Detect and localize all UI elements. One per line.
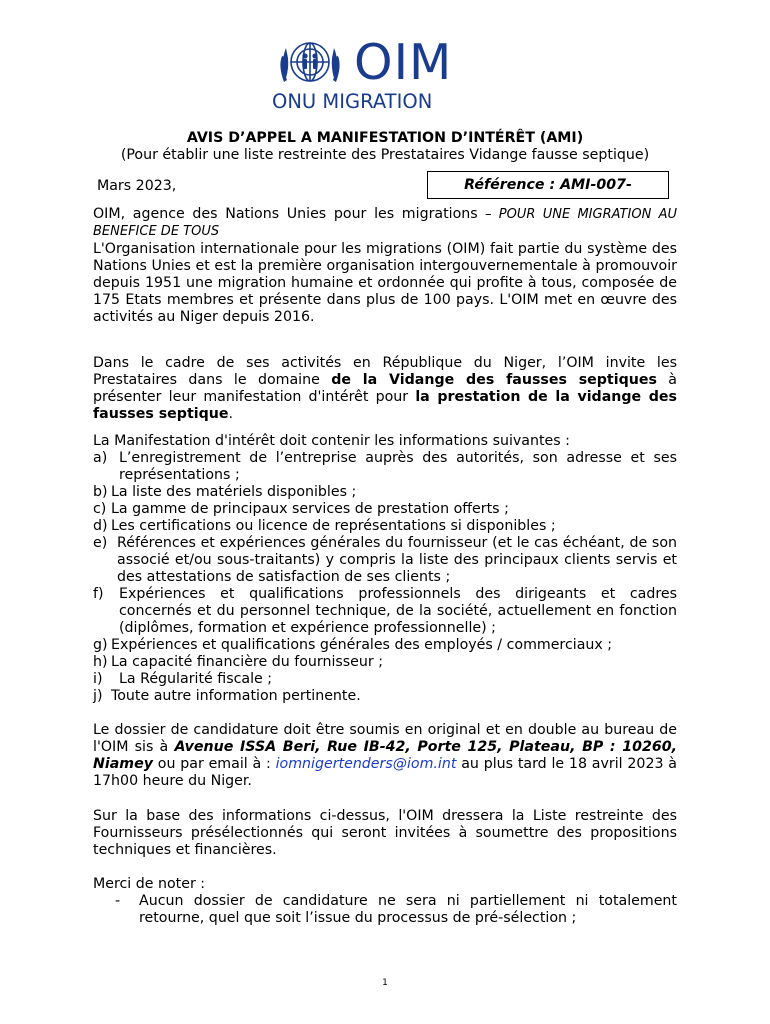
list-item-key: h) xyxy=(93,654,108,670)
un-globe-emblem-icon xyxy=(272,38,348,88)
paragraph-invitation xyxy=(93,355,677,423)
list-item-text: La capacité financière du fournisseur ; xyxy=(111,654,384,670)
invitation-service: la prestation de la vidange des fausses septique xyxy=(93,389,677,422)
note-item xyxy=(93,893,677,927)
note-bullet: - xyxy=(115,893,121,909)
list-item-text: La Régularité fiscale ; xyxy=(119,671,273,687)
list-item-text: La liste des matériels disponibles ; xyxy=(111,484,357,500)
document-title: AVIS D’APPEL A MANIFESTATION D’INTÉRÊT (AMI) xyxy=(186,130,584,146)
logo-subtext: ONU MIGRATION xyxy=(272,90,433,113)
list-item-key: b) xyxy=(93,484,108,500)
list-item-text: Toute autre information pertinente. xyxy=(111,688,361,704)
list-item xyxy=(93,450,677,484)
list-item xyxy=(93,518,677,535)
intro-motto: POUR UNE MIGRATION AU BENEFICE DE TOUS xyxy=(93,207,677,239)
list-item-key: i) xyxy=(93,671,103,687)
intro-paragraph xyxy=(93,206,677,240)
invitation-text-2: à présenter leur manifestation d'intérêt pour xyxy=(93,372,677,405)
invitation-text-3: . xyxy=(228,406,234,422)
list-item xyxy=(93,586,677,637)
list-item-key: a) xyxy=(93,450,108,466)
submission-address: Avenue ISSA Beri, Rue IB-42, Porte 125, Plateau, BP : 10260, Niamey xyxy=(93,739,677,772)
list-item-text: Les certifications ou licence de représentations si disponibles ; xyxy=(111,518,556,534)
oim-logo xyxy=(272,34,468,113)
page-number: 1 xyxy=(382,978,388,988)
list-item-text: Références et expériences générales du fournisseur (et le cas échéant, de son associé et/ou sous-traitants) y compris la liste des principaux clients servis et des attestations de satisfaction de ses clients ; xyxy=(117,535,677,585)
submission-text-1: Le dossier de candidature doit être soumis en original et en double au bureau de l'OIM sis à xyxy=(93,722,677,755)
list-item xyxy=(93,654,677,671)
paragraph-shortlist: Sur la base des informations ci-dessus, l'OIM dressera la Liste restreinte des Fournisseurs présélectionnés qui seront invitées à soumettre des propositions techniques et financières. xyxy=(93,808,677,858)
list-item-text: La gamme de principaux services de prestation offerts ; xyxy=(111,501,509,517)
paragraph-about-oim: L'Organisation internationale pour les migrations (OIM) fait partie du système des Nations Unies et est la première organisation intergouvernementale à promouvoir depuis 1951 une migration humaine et ordonnée qui profite à tous, composée de 175 Etats membres et présente dans plus de 100 pays. L'OIM met en œuvre des activités au Niger depuis 2016. xyxy=(93,241,677,325)
list-item xyxy=(93,535,677,586)
list-item-text: Expériences et qualifications professionnels des dirigeants et cadres concernés et du personnel technique, de la société, actuellement en fonction (diplômes, formation et expérience professionnelle) ; xyxy=(119,586,677,636)
invitation-domain: de la Vidange des fausses septiques xyxy=(331,372,657,388)
reference-box: Référence : AMI-007- xyxy=(427,171,669,199)
intro-dash: – xyxy=(477,207,499,222)
list-item-key: c) xyxy=(93,501,107,517)
paragraph-submission xyxy=(93,722,677,790)
notes-title: Merci de noter : xyxy=(93,876,206,892)
list-item-key: d) xyxy=(93,518,108,534)
list-item xyxy=(93,501,677,518)
list-item-text: L’enregistrement de l’entreprise auprès des autorités, son adresse et ses représentations ; xyxy=(119,450,677,483)
submission-email-link[interactable]: iomnigertenders@iom.int xyxy=(275,756,457,772)
list-item-key: e) xyxy=(93,535,108,551)
requirements-intro: La Manifestation d'intérêt doit contenir les informations suivantes : xyxy=(93,433,570,449)
logo-wordmark: OIM xyxy=(354,34,453,91)
list-item xyxy=(93,688,677,705)
list-item xyxy=(93,671,677,688)
list-item xyxy=(93,484,677,501)
list-item-key: g) xyxy=(93,637,108,653)
invitation-text-1: Dans le cadre de ses activités en République du Niger, l’OIM invite les Prestataires dans le domaine xyxy=(93,355,677,388)
list-item-key: j) xyxy=(93,688,103,704)
list-item-key: f) xyxy=(93,586,104,602)
submission-text-3: au plus tard le 18 avril 2023 à 17h00 heure du Niger. xyxy=(93,756,677,789)
note-text: Aucun dossier de candidature ne sera ni partiellement ni totalement retourne, quel que soit l’issue du processus de pré-sélection ; xyxy=(139,893,677,926)
document-date: Mars 2023, xyxy=(97,178,177,194)
notes-block xyxy=(93,876,677,927)
list-item xyxy=(93,637,677,654)
submission-text-2: ou par email à : xyxy=(152,756,276,772)
requirements-list xyxy=(93,433,677,705)
list-item-text: Expériences et qualifications générales des employés / commerciaux ; xyxy=(111,637,613,653)
intro-lead: OIM, agence des Nations Unies pour les migrations xyxy=(93,206,478,222)
document-subtitle: (Pour établir une liste restreinte des Prestataires Vidange fausse septique) xyxy=(120,147,650,163)
